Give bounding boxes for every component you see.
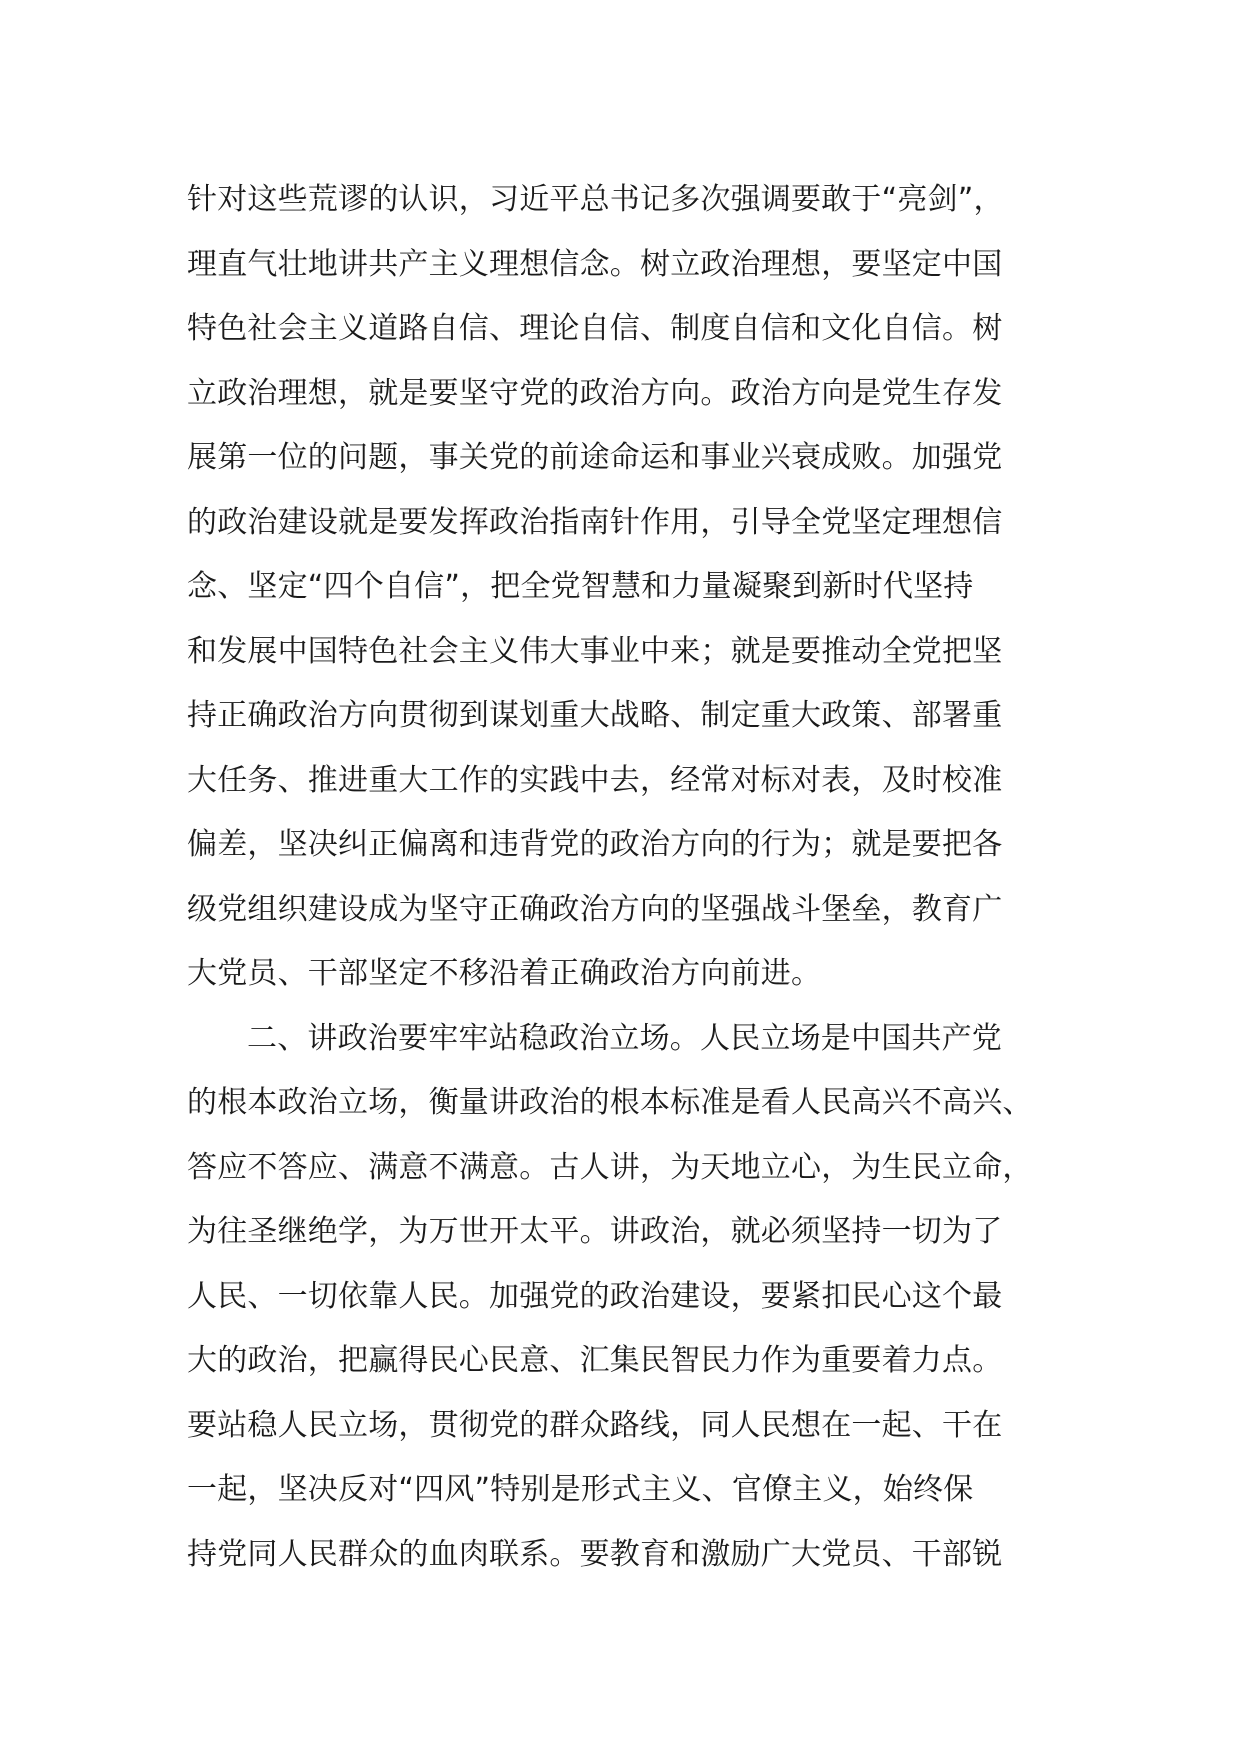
text-line: 为往圣继绝学，为万世开太平。讲政治，就必须坚持一切为了 (187, 1214, 1003, 1249)
text-line: 持正确政治方向贯彻到谋划重大战略、制定重大政策、部署重 (187, 698, 1003, 733)
text-line: 持党同人民群众的血肉联系。要教育和激励广大党员、干部锐 (187, 1536, 1003, 1572)
text-line: 念、坚定“四个自信”，把全党智慧和力量凝聚到新时代坚持 (187, 569, 974, 604)
body-text (187, 168, 1087, 1587)
text-line: 展第一位的问题，事关党的前途命运和事业兴衰成败。加强党 (187, 440, 1003, 475)
text-line: 偏差，坚决纠正偏离和违背党的政治方向的行为；就是要把各 (187, 827, 1003, 862)
text-line: 一起，坚决反对“四风”特别是形式主义、官僚主义，始终保 (187, 1472, 974, 1507)
text-line: 大任务、推进重大工作的实践中去，经常对标对表，及时校准 (187, 762, 1003, 798)
text-line: 大党员、干部坚定不移沿着正确政治方向前进。 (187, 956, 822, 991)
text-line: 要站稳人民立场，贯彻党的群众路线，同人民想在一起、干在 (187, 1407, 1003, 1443)
text-line: 和发展中国特色社会主义伟大事业中来；就是要推动全党把坚 (187, 633, 1003, 669)
section-heading-line: 二、讲政治要牢牢站稳政治立场。人民立场是中国共产党 (247, 1020, 1002, 1056)
text-line: 理直气壮地讲共产主义理想信念。树立政治理想，要坚定中国 (187, 246, 1003, 282)
text-line: 答应不答应、满意不满意。古人讲，为天地立心，为生民立命， (187, 1149, 1033, 1185)
text-line: 人民、一切依靠人民。加强党的政治建设，要紧扣民心这个最 (187, 1278, 1003, 1314)
text-line: 大的政治，把赢得民心民意、汇集民智民力作为重要着力点。 (187, 1343, 1003, 1378)
text-line: 特色社会主义道路自信、理论自信、制度自信和文化自信。树 (187, 311, 1003, 346)
text-line: 针对这些荒谬的认识，习近平总书记多次强调要敢于“亮剑”， (187, 182, 1004, 217)
text-line: 级党组织建设成为坚守正确政治方向的坚强战斗堡垒，教育广 (187, 891, 1003, 927)
text-line: 立政治理想，就是要坚守党的政治方向。政治方向是党生存发 (187, 375, 1003, 411)
text-line: 的政治建设就是要发挥政治指南针作用，引导全党坚定理想信 (187, 504, 1003, 540)
text-line: 的根本政治立场，衡量讲政治的根本标准是看人民高兴不高兴、 (187, 1085, 1033, 1120)
